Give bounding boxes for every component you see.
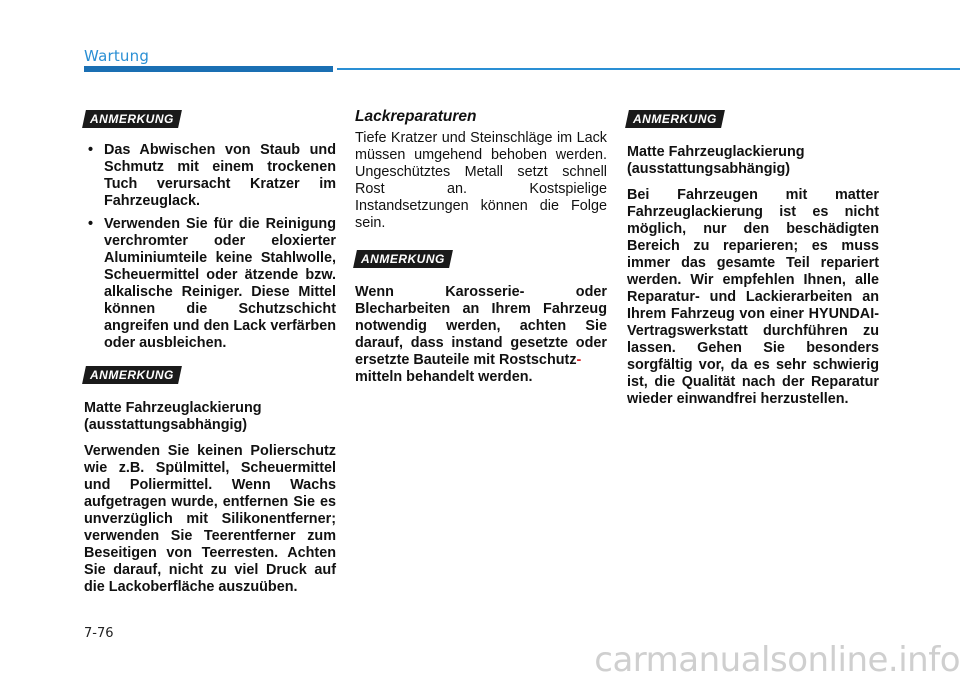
matte-subheading: (ausstattungsabhängig): [84, 417, 248, 433]
bullet-list: [84, 142, 336, 352]
watermark: carmanualsonline.info: [594, 640, 960, 680]
note-badge: ANMERKUNG: [625, 110, 725, 128]
note-badge: ANMERKUNG: [82, 110, 182, 128]
matte-text: Bei Fahrzeugen mit matter Fahrzeuglackierung ist es nicht möglich, nur den beschädigten Bereich zu reparieren; es muss immer das gesamte Teil repariert werden. Wir empfehlen Ihnen, alle Reparatur- und Lackierarbeiten an Ihrem Fahrzeug von einer HYUNDAI-Vertragswerkstatt durchführen zu lassen. Gehen Sie besonders sorgfältig vor, da es sehr schwierig ist, die Qualität nach der Reparatur wieder einwandfrei herzustellen.: [627, 187, 879, 407]
note-badge: ANMERKUNG: [353, 250, 453, 268]
note-badge: ANMERKUNG: [82, 366, 182, 384]
section-title: Lackreparaturen: [355, 108, 477, 125]
section-header: Wartung: [84, 47, 150, 65]
note-text: Wenn Karosserie- oder Blecharbeiten an Ihrem Fahrzeug notwendig werden, achten Sie darauf, dass instand gesetzte oder ersetzte Bauteile mit Rostschutz- mitteln behandelt werden.: [355, 284, 607, 385]
page-number: 7-76: [84, 626, 114, 641]
body-text: Tiefe Kratzer und Steinschläge im Lack müssen umgehend behoben werden. Ungeschütztes Metall setzt schnell Rost an. Kostspielige Instandsetzungen können die Folge sein.: [355, 130, 607, 231]
matte-subheading: (ausstattungsabhängig): [627, 161, 791, 177]
column-left: [84, 110, 336, 596]
hyphen-mark: -: [576, 352, 582, 368]
column-right: [627, 110, 879, 408]
list-item: • Das Abwischen von Staub und Schmutz mit einem trockenen Tuch verursacht Kratzer im Fahrzeuglack.: [84, 142, 336, 210]
matte-heading: Matte Fahrzeuglackierung: [627, 144, 805, 160]
matte-text: Verwenden Sie keinen Polierschutz wie z.B. Spülmittel, Scheuermittel und Poliermittel. Wenn Wachs aufgetragen wurde, entfernen Sie es unverzüglich mit Silikonentferner; verwenden Sie Teerentferner zum Beseitigen von Teerresten. Achten Sie darauf, nicht zu viel Druck auf die Lackoberfläche auszuüben.: [84, 443, 336, 595]
matte-note: [84, 400, 336, 596]
header-rule-thin: [337, 68, 960, 70]
matte-heading: Matte Fahrzeuglackierung: [84, 400, 262, 416]
list-item: • Verwenden Sie für die Reinigung verchromter oder eloxierter Aluminiumteile keine Stahlwolle, Scheuermittel oder ätzende bzw. alkalische Reiniger. Diese Mittel können die Schutzschicht angreifen und den Lack verfärben oder ausbleichen.: [84, 216, 336, 352]
column-middle: [355, 108, 607, 386]
header-rule-thick: [84, 66, 333, 72]
